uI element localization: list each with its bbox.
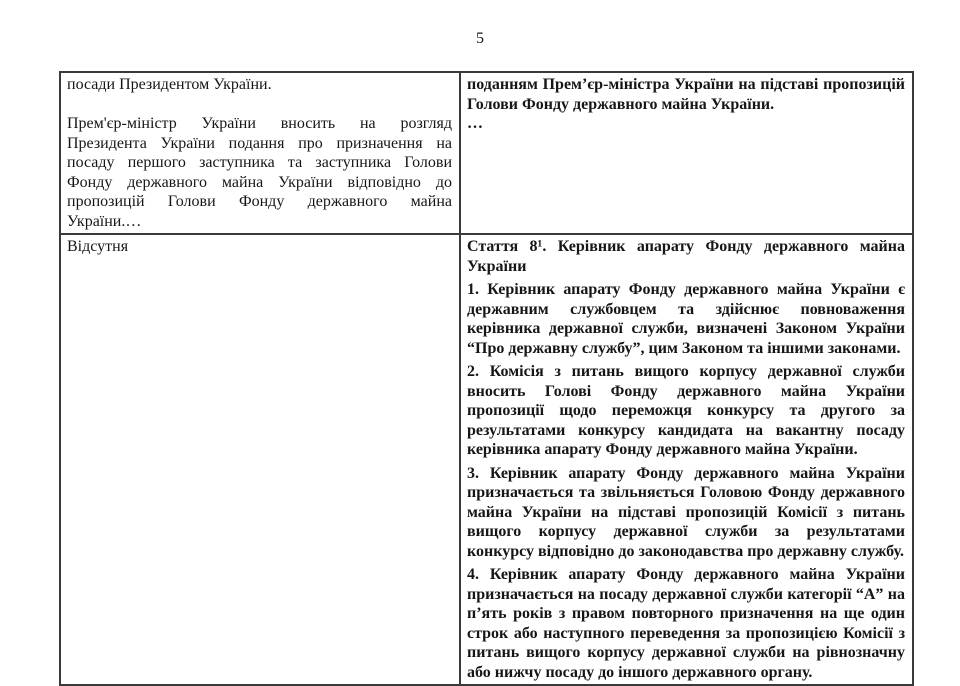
current-version-cell [60, 234, 460, 685]
proposed-version-cell [460, 234, 913, 685]
table-row [60, 72, 913, 234]
article-paragraph: 1. Керівник апарату Фонду державного майна України є державним службовцем та здійснює повноваження керівника державної служби, визначені Законом України “Про державну службу”, цим Законом та іншими законами. [467, 281, 905, 357]
paragraph: посади Президентом України. [67, 76, 272, 93]
article-paragraph: 2. Комісія з питань вищого корпусу державної служби вносить Голові Фонду державного майна України пропозиції щодо переможця конкурсу та другого за результатами конкурсу кандидата на вакантну посаду керівника апарату Фонду державного майна України. [467, 363, 905, 458]
paragraph: поданням Прем’єр-міністра України на підставі пропозицій Голови Фонду державного майна України. [467, 76, 905, 113]
article-heading: Стаття 8¹. Керівник апарату Фонду державного майна України [467, 238, 905, 275]
article-paragraph: 3. Керівник апарату Фонду державного майна України призначається та звільняється Головою Фонду державного майна України на підставі пропозицій Комісії з питань вищого корпусу державної служби за результатами конкурсу відповідно до законодавства про державну службу. [467, 464, 905, 560]
current-version-cell [60, 72, 460, 234]
absent-label: Відсутня [67, 238, 129, 255]
proposed-version-cell [460, 72, 913, 234]
table-row [60, 234, 913, 685]
ellipsis-line: … [467, 115, 483, 132]
page-number: 5 [476, 30, 484, 47]
law-comparison-table [59, 71, 914, 686]
paragraph: Прем'єр-міністр України вносить на розгляд Президента України подання про призначення на посаду першого заступника та заступника Голови Фонду державного майна України відповідно до пропозицій Голови Фонду державного майна України.… [67, 115, 452, 230]
article-paragraph: 4. Керівник апарату Фонду державного майна України призначається на посаду державної служби категорії “А” на п’ять років з правом повторного призначення на ще один строк або наступного переведення за пропозицією Комісії з питань вищого корпусу державної служби на рівнозначну або нижчу посаду до іншого державного органу. [467, 566, 905, 681]
